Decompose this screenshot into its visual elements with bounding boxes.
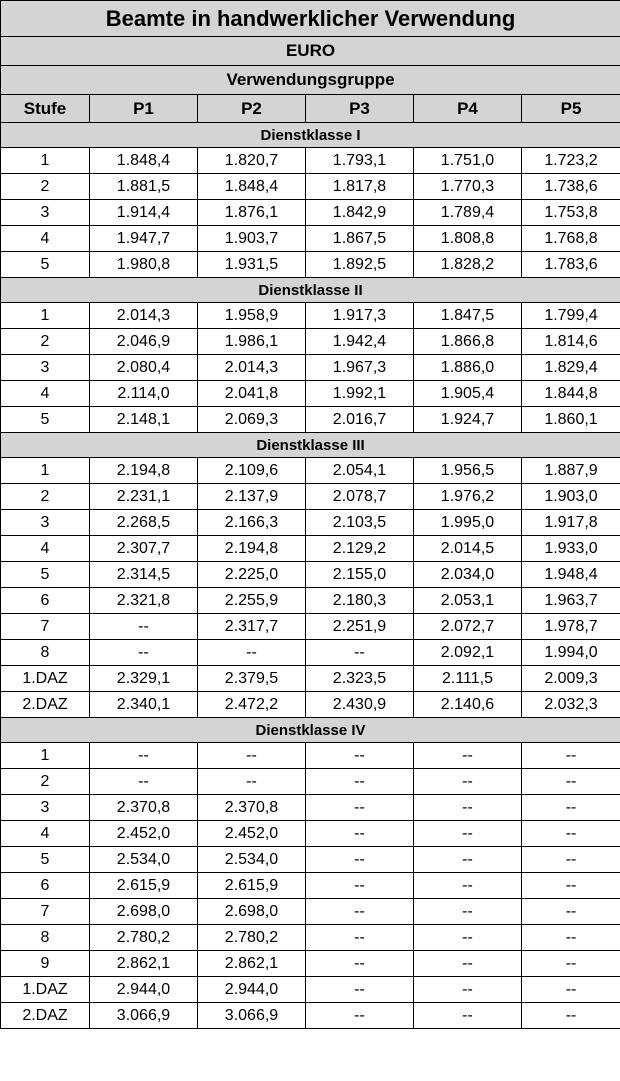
- value-cell: --: [522, 795, 620, 821]
- value-cell: 2.615,9: [90, 873, 198, 899]
- value-cell: 1.887,9: [522, 458, 620, 484]
- value-cell: 2.053,1: [414, 588, 522, 614]
- value-cell: 2.251,9: [306, 614, 414, 640]
- value-cell: --: [306, 795, 414, 821]
- value-cell: --: [90, 614, 198, 640]
- value-cell: --: [198, 640, 306, 666]
- value-cell: --: [414, 847, 522, 873]
- stufe-cell: 1.DAZ: [1, 666, 90, 692]
- stufe-cell: 2: [1, 174, 90, 200]
- value-cell: 1.866,8: [414, 329, 522, 355]
- value-cell: 1.914,4: [90, 200, 198, 226]
- value-cell: 2.129,2: [306, 536, 414, 562]
- table-row: [1, 174, 620, 200]
- value-cell: 2.615,9: [198, 873, 306, 899]
- value-cell: 2.014,3: [198, 355, 306, 381]
- value-cell: 2.314,5: [90, 562, 198, 588]
- table-row: [1, 1003, 620, 1029]
- value-cell: 1.881,5: [90, 174, 198, 200]
- value-cell: 1.958,9: [198, 303, 306, 329]
- stufe-cell: 4: [1, 381, 90, 407]
- value-cell: 1.842,9: [306, 200, 414, 226]
- stufe-cell: 1: [1, 148, 90, 174]
- value-cell: 2.054,1: [306, 458, 414, 484]
- value-cell: 2.080,4: [90, 355, 198, 381]
- value-cell: 1.931,5: [198, 252, 306, 278]
- value-cell: 1.770,3: [414, 174, 522, 200]
- value-cell: 2.452,0: [198, 821, 306, 847]
- table-body: [1, 123, 620, 1029]
- value-cell: 2.340,1: [90, 692, 198, 718]
- group-label: Verwendungsgruppe: [1, 66, 620, 95]
- value-cell: 1.876,1: [198, 200, 306, 226]
- value-cell: 1.892,5: [306, 252, 414, 278]
- value-cell: 1.848,4: [198, 174, 306, 200]
- value-cell: 2.317,7: [198, 614, 306, 640]
- value-cell: 2.014,5: [414, 536, 522, 562]
- value-cell: --: [306, 769, 414, 795]
- value-cell: 2.862,1: [90, 951, 198, 977]
- value-cell: 1.978,7: [522, 614, 620, 640]
- value-cell: 1.947,7: [90, 226, 198, 252]
- table-row: [1, 977, 620, 1003]
- value-cell: 2.111,5: [414, 666, 522, 692]
- value-cell: 2.103,5: [306, 510, 414, 536]
- value-cell: --: [522, 899, 620, 925]
- table-row: [1, 381, 620, 407]
- table-title: Beamte in handwerklicher Verwendung: [1, 1, 620, 37]
- value-cell: --: [306, 847, 414, 873]
- value-cell: 2.255,9: [198, 588, 306, 614]
- value-cell: --: [306, 640, 414, 666]
- value-cell: 2.014,3: [90, 303, 198, 329]
- table-row: [1, 562, 620, 588]
- section-header-row: [1, 433, 620, 458]
- value-cell: 2.034,0: [414, 562, 522, 588]
- value-cell: 1.753,8: [522, 200, 620, 226]
- value-cell: 2.323,5: [306, 666, 414, 692]
- value-cell: 1.967,3: [306, 355, 414, 381]
- stufe-cell: 4: [1, 536, 90, 562]
- stufe-cell: 1: [1, 458, 90, 484]
- table-row: [1, 899, 620, 925]
- table-row: [1, 614, 620, 640]
- column-header-p2: P2: [198, 95, 306, 123]
- value-cell: 1.768,8: [522, 226, 620, 252]
- value-cell: 1.860,1: [522, 407, 620, 433]
- value-cell: 2.140,6: [414, 692, 522, 718]
- value-cell: --: [414, 977, 522, 1003]
- value-cell: 1.933,0: [522, 536, 620, 562]
- value-cell: 2.430,9: [306, 692, 414, 718]
- value-cell: --: [306, 925, 414, 951]
- value-cell: --: [522, 925, 620, 951]
- table-row: [1, 536, 620, 562]
- value-cell: --: [414, 925, 522, 951]
- stufe-cell: 8: [1, 640, 90, 666]
- value-cell: 2.092,1: [414, 640, 522, 666]
- value-cell: --: [522, 769, 620, 795]
- value-cell: 2.109,6: [198, 458, 306, 484]
- value-cell: 2.009,3: [522, 666, 620, 692]
- value-cell: 1.942,4: [306, 329, 414, 355]
- column-header-p4: P4: [414, 95, 522, 123]
- value-cell: 2.534,0: [90, 847, 198, 873]
- stufe-cell: 7: [1, 614, 90, 640]
- stufe-cell: 5: [1, 252, 90, 278]
- value-cell: 3.066,9: [90, 1003, 198, 1029]
- value-cell: 1.783,6: [522, 252, 620, 278]
- table-row: [1, 329, 620, 355]
- value-cell: 2.016,7: [306, 407, 414, 433]
- value-cell: 2.078,7: [306, 484, 414, 510]
- column-header-stufe: Stufe: [1, 95, 90, 123]
- value-cell: --: [414, 743, 522, 769]
- value-cell: 1.903,0: [522, 484, 620, 510]
- value-cell: 2.307,7: [90, 536, 198, 562]
- stufe-cell: 5: [1, 407, 90, 433]
- stufe-cell: 4: [1, 226, 90, 252]
- value-cell: --: [198, 743, 306, 769]
- stufe-cell: 1: [1, 743, 90, 769]
- value-cell: 2.944,0: [90, 977, 198, 1003]
- stufe-cell: 2: [1, 769, 90, 795]
- table-row: [1, 743, 620, 769]
- value-cell: 2.114,0: [90, 381, 198, 407]
- value-cell: 1.738,6: [522, 174, 620, 200]
- table-row: [1, 303, 620, 329]
- table-row: [1, 847, 620, 873]
- value-cell: 2.780,2: [198, 925, 306, 951]
- value-cell: 2.862,1: [198, 951, 306, 977]
- value-cell: --: [414, 1003, 522, 1029]
- value-cell: 1.814,6: [522, 329, 620, 355]
- value-cell: 1.956,5: [414, 458, 522, 484]
- value-cell: 1.917,8: [522, 510, 620, 536]
- value-cell: --: [414, 951, 522, 977]
- value-cell: 1.829,4: [522, 355, 620, 381]
- value-cell: 2.231,1: [90, 484, 198, 510]
- table-row: [1, 458, 620, 484]
- column-header-row: [1, 95, 620, 123]
- value-cell: 2.780,2: [90, 925, 198, 951]
- table-row: [1, 148, 620, 174]
- value-cell: 2.321,8: [90, 588, 198, 614]
- table-row: [1, 510, 620, 536]
- value-cell: 1.848,4: [90, 148, 198, 174]
- column-header-p1: P1: [90, 95, 198, 123]
- section-title: Dienstklasse III: [1, 433, 620, 458]
- value-cell: 2.698,0: [198, 899, 306, 925]
- value-cell: 1.992,1: [306, 381, 414, 407]
- value-cell: 2.041,8: [198, 381, 306, 407]
- value-cell: 1.995,0: [414, 510, 522, 536]
- value-cell: 2.148,1: [90, 407, 198, 433]
- value-cell: 1.751,0: [414, 148, 522, 174]
- value-cell: --: [306, 1003, 414, 1029]
- value-cell: 1.793,1: [306, 148, 414, 174]
- value-cell: --: [522, 847, 620, 873]
- value-cell: 1.886,0: [414, 355, 522, 381]
- value-cell: 1.924,7: [414, 407, 522, 433]
- table-row: [1, 355, 620, 381]
- value-cell: 1.980,8: [90, 252, 198, 278]
- stufe-cell: 3: [1, 510, 90, 536]
- table-row: [1, 484, 620, 510]
- value-cell: 1.808,8: [414, 226, 522, 252]
- value-cell: 1.917,3: [306, 303, 414, 329]
- stufe-cell: 6: [1, 588, 90, 614]
- stufe-cell: 5: [1, 562, 90, 588]
- value-cell: 1.963,7: [522, 588, 620, 614]
- value-cell: 1.820,7: [198, 148, 306, 174]
- value-cell: 2.370,8: [198, 795, 306, 821]
- value-cell: 1.817,8: [306, 174, 414, 200]
- stufe-cell: 3: [1, 795, 90, 821]
- value-cell: 2.329,1: [90, 666, 198, 692]
- value-cell: 2.225,0: [198, 562, 306, 588]
- value-cell: 1.828,2: [414, 252, 522, 278]
- value-cell: 2.046,9: [90, 329, 198, 355]
- stufe-cell: 8: [1, 925, 90, 951]
- value-cell: --: [306, 743, 414, 769]
- value-cell: 2.534,0: [198, 847, 306, 873]
- table-row: [1, 821, 620, 847]
- table-row: [1, 200, 620, 226]
- stufe-cell: 6: [1, 873, 90, 899]
- stufe-cell: 2: [1, 329, 90, 355]
- table-row: [1, 588, 620, 614]
- value-cell: 1.789,4: [414, 200, 522, 226]
- value-cell: 1.847,5: [414, 303, 522, 329]
- value-cell: --: [306, 977, 414, 1003]
- value-cell: 1.994,0: [522, 640, 620, 666]
- value-cell: 2.194,8: [90, 458, 198, 484]
- table-row: [1, 925, 620, 951]
- value-cell: --: [522, 743, 620, 769]
- section-title: Dienstklasse I: [1, 123, 620, 148]
- value-cell: --: [90, 769, 198, 795]
- value-cell: --: [522, 951, 620, 977]
- value-cell: 1.903,7: [198, 226, 306, 252]
- table-row: [1, 692, 620, 718]
- value-cell: 2.698,0: [90, 899, 198, 925]
- value-cell: 2.452,0: [90, 821, 198, 847]
- value-cell: 2.166,3: [198, 510, 306, 536]
- stufe-cell: 3: [1, 355, 90, 381]
- table-row: [1, 252, 620, 278]
- stufe-cell: 7: [1, 899, 90, 925]
- stufe-cell: 2.DAZ: [1, 692, 90, 718]
- value-cell: 1.799,4: [522, 303, 620, 329]
- value-cell: --: [414, 873, 522, 899]
- value-cell: 2.944,0: [198, 977, 306, 1003]
- value-cell: 2.137,9: [198, 484, 306, 510]
- value-cell: 1.905,4: [414, 381, 522, 407]
- value-cell: 1.986,1: [198, 329, 306, 355]
- value-cell: 2.379,5: [198, 666, 306, 692]
- section-title: Dienstklasse IV: [1, 718, 620, 743]
- value-cell: --: [522, 821, 620, 847]
- table-row: [1, 795, 620, 821]
- value-cell: 1.867,5: [306, 226, 414, 252]
- value-cell: 2.370,8: [90, 795, 198, 821]
- currency-label: EURO: [1, 37, 620, 66]
- stufe-cell: 2: [1, 484, 90, 510]
- value-cell: --: [414, 821, 522, 847]
- value-cell: 2.268,5: [90, 510, 198, 536]
- value-cell: --: [90, 640, 198, 666]
- value-cell: --: [414, 795, 522, 821]
- table-row: [1, 407, 620, 433]
- value-cell: 2.194,8: [198, 536, 306, 562]
- value-cell: 2.155,0: [306, 562, 414, 588]
- value-cell: 1.948,4: [522, 562, 620, 588]
- table-row: [1, 226, 620, 252]
- table-row: [1, 666, 620, 692]
- value-cell: --: [414, 769, 522, 795]
- value-cell: 2.069,3: [198, 407, 306, 433]
- stufe-cell: 9: [1, 951, 90, 977]
- table-row: [1, 951, 620, 977]
- value-cell: --: [306, 951, 414, 977]
- value-cell: 2.072,7: [414, 614, 522, 640]
- value-cell: 2.180,3: [306, 588, 414, 614]
- value-cell: --: [414, 899, 522, 925]
- value-cell: 1.844,8: [522, 381, 620, 407]
- section-title: Dienstklasse II: [1, 278, 620, 303]
- stufe-cell: 1.DAZ: [1, 977, 90, 1003]
- table-row: [1, 873, 620, 899]
- value-cell: --: [90, 743, 198, 769]
- table-row: [1, 769, 620, 795]
- value-cell: 2.032,3: [522, 692, 620, 718]
- value-cell: --: [306, 873, 414, 899]
- column-header-p5: P5: [522, 95, 620, 123]
- value-cell: --: [522, 1003, 620, 1029]
- stufe-cell: 5: [1, 847, 90, 873]
- value-cell: 1.723,2: [522, 148, 620, 174]
- value-cell: --: [198, 769, 306, 795]
- value-cell: 1.976,2: [414, 484, 522, 510]
- section-header-row: [1, 278, 620, 303]
- column-header-p3: P3: [306, 95, 414, 123]
- value-cell: --: [306, 821, 414, 847]
- value-cell: 3.066,9: [198, 1003, 306, 1029]
- table-row: [1, 640, 620, 666]
- stufe-cell: 4: [1, 821, 90, 847]
- stufe-cell: 2.DAZ: [1, 1003, 90, 1029]
- value-cell: --: [522, 977, 620, 1003]
- value-cell: --: [306, 899, 414, 925]
- value-cell: 2.472,2: [198, 692, 306, 718]
- value-cell: --: [522, 873, 620, 899]
- stufe-cell: 1: [1, 303, 90, 329]
- section-header-row: [1, 123, 620, 148]
- section-header-row: [1, 718, 620, 743]
- stufe-cell: 3: [1, 200, 90, 226]
